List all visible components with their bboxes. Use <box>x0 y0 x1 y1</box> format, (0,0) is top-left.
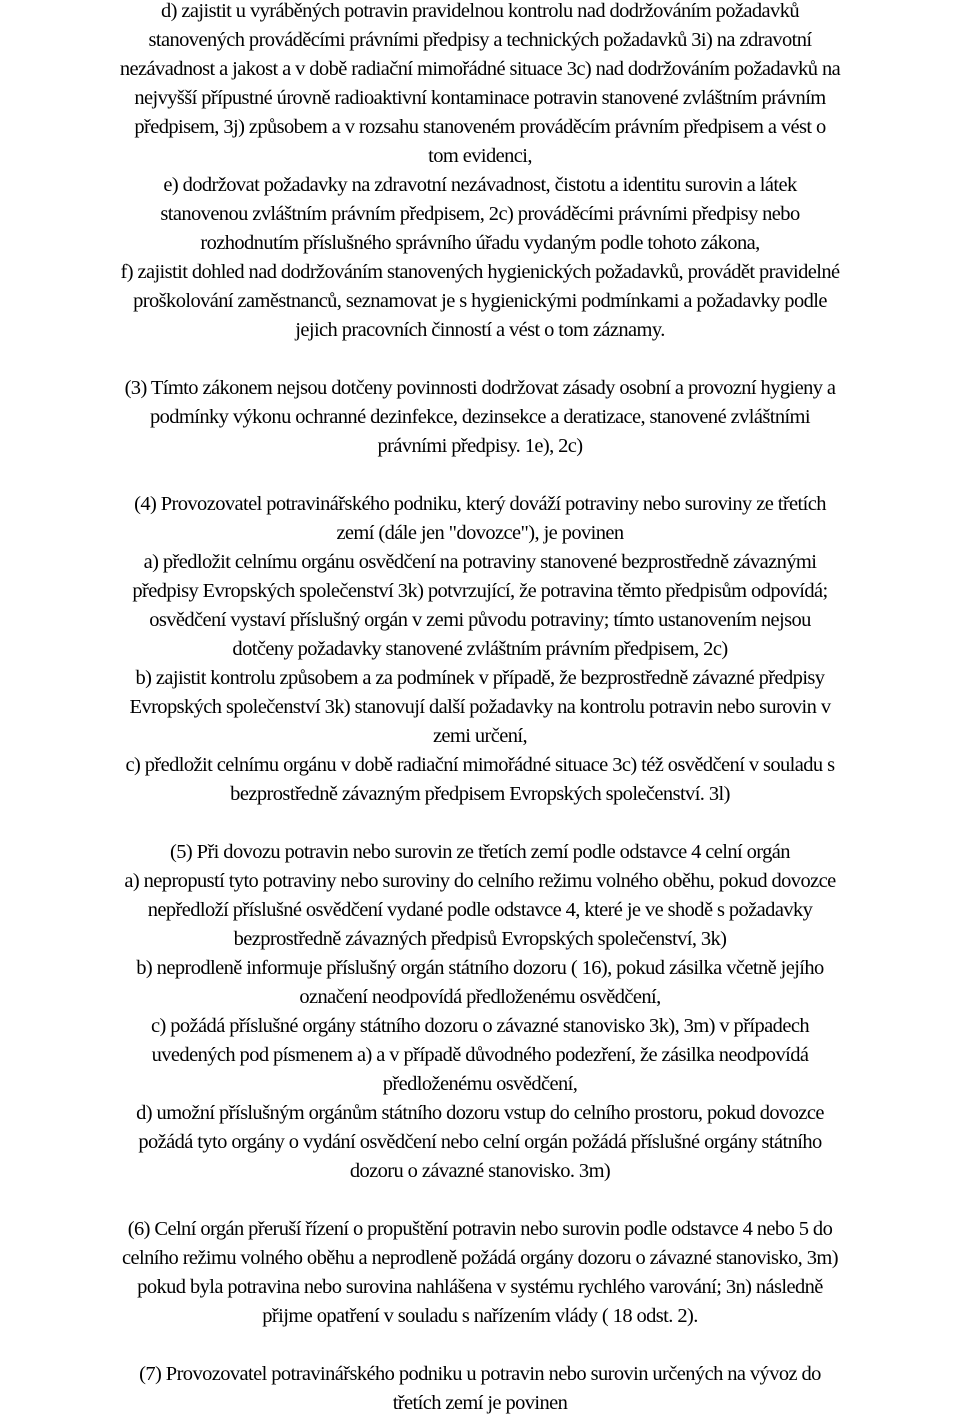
text-line: c) požádá příslušné orgány státního dozoru o závazné stanovisko 3k), 3m) v případech <box>151 1015 809 1037</box>
paragraph-para-4-b <box>0 664 960 751</box>
text-line: právními předpisy. 1e), 2c) <box>377 435 583 457</box>
text-line: třetích zemí je povinen <box>392 1392 568 1414</box>
paragraph-gap <box>0 1331 960 1360</box>
text-line: tom evidenci, <box>428 145 532 167</box>
paragraph-para-5-b <box>0 954 960 1012</box>
text-line: zemí (dále jen "dovozce"), je povinen <box>336 522 624 544</box>
paragraph-gap <box>0 345 960 374</box>
text-line: celního režimu volného oběhu a neprodleně požádá orgány dozoru o závazné stanovisko, 3m) <box>122 1247 838 1269</box>
text-line: nepředloží příslušné osvědčení vydané podle odstavce 4, které je ve shodě s požadavky <box>147 899 813 921</box>
text-line: (6) Celní orgán přeruší řízení o propuštění potravin nebo surovin podle odstavce 4 nebo 5 do <box>127 1218 833 1240</box>
paragraph-para-5-c <box>0 1012 960 1099</box>
text-line: f) zajistit dohled nad dodržováním stanovených hygienických požadavků, provádět pravidelné <box>120 261 840 283</box>
text-line: b) neprodleně informuje příslušný orgán státního dozoru ( 16), pokud zásilka včetně jejího <box>136 957 824 979</box>
text-line: osvědčení vystaví příslušný orgán v zemi původu potraviny; tímto ustanovením nejsou <box>149 609 811 631</box>
text-line: pokud byla potravina nebo surovina nahlášena v systému rychlého varování; 3n) následně <box>137 1276 823 1298</box>
text-line: bezprostředně závazným předpisem Evropských společenství. 3l) <box>230 783 730 805</box>
text-line: a) předložit celnímu orgánu osvědčení na potraviny stanovené bezprostředně závaznými <box>143 551 817 573</box>
paragraph-item-d <box>0 0 960 171</box>
text-line: předpisy Evropských společenství 3k) potvrzující, že potravina těmto předpisům odpovídá; <box>132 580 828 602</box>
text-line: d) umožní příslušným orgánům státního dozoru vstup do celního prostoru, pokud dovozce <box>136 1102 824 1124</box>
text-line: c) předložit celnímu orgánu v době radiační mimořádné situace 3c) též osvědčení v souladu s <box>125 754 835 776</box>
paragraph-para-3 <box>0 374 960 461</box>
paragraph-para-4 <box>0 490 960 548</box>
text-line: (7) Provozovatel potravinářského podniku u potravin nebo surovin určených na vývoz do <box>139 1363 821 1385</box>
paragraph-para-4-c <box>0 751 960 809</box>
text-line: (5) Při dovozu potravin nebo surovin ze třetích zemí podle odstavce 4 celní orgán <box>170 841 790 863</box>
text-line: b) zajistit kontrolu způsobem a za podmínek v případě, že bezprostředně závazné předpisy <box>135 667 825 689</box>
text-line: e) dodržovat požadavky na zdravotní nezávadnost, čistotu a identitu surovin a látek <box>163 174 797 196</box>
paragraph-para-5 <box>0 838 960 867</box>
text-line: nezávadnost a jakost a v době radiační mimořádné situace 3c) nad dodržováním požadavků na <box>119 58 841 80</box>
text-line: dotčeny požadavky stanovené zvláštním právním předpisem, 2c) <box>232 638 728 660</box>
paragraph-para-7 <box>0 1360 960 1418</box>
text-line: předloženému osvědčení, <box>382 1073 578 1095</box>
paragraph-gap <box>0 809 960 838</box>
text-line: rozhodnutím příslušného správního úřadu vydaným podle tohoto zákona, <box>200 232 760 254</box>
text-line: Evropských společenství 3k) stanovují další požadavky na kontrolu potravin nebo surovin v <box>129 696 831 718</box>
text-line: stanovených prováděcími právními předpisy a technických požadavků 3i) na zdravotní <box>148 29 812 51</box>
text-line: a) nepropustí tyto potraviny nebo suroviny do celního režimu volného oběhu, pokud dovozce <box>124 870 836 892</box>
text-line: d) zajistit u vyráběných potravin pravidelnou kontrolu nad dodržováním požadavků <box>161 0 799 22</box>
text-line: bezprostředně závazných předpisů Evropských společenství, 3k) <box>233 928 727 950</box>
paragraph-gap <box>0 1186 960 1215</box>
paragraph-item-f <box>0 258 960 345</box>
text-line: proškolování zaměstnanců, seznamovat je s hygienickými podmínkami a požadavky podle <box>133 290 827 312</box>
text-line: stanovenou zvláštním právním předpisem, 2c) prováděcími právními předpisy nebo <box>160 203 800 225</box>
text-line: jejich pracovních činností a vést o tom záznamy. <box>295 319 665 341</box>
paragraph-para-4-a <box>0 548 960 664</box>
text-line: předpisem, 3j) způsobem a v rozsahu stanoveném prováděcím právním předpisem a vést o <box>134 116 826 138</box>
text-line: (4) Provozovatel potravinářského podniku, který dováží potraviny nebo suroviny ze třetích <box>134 493 826 515</box>
text-line: označení neodpovídá předloženému osvědčení, <box>299 986 661 1008</box>
paragraph-para-5-d <box>0 1099 960 1186</box>
text-line: uvedených pod písmenem a) a v případě důvodného podezření, že zásilka neodpovídá <box>151 1044 809 1066</box>
text-line: nejvyšší přípustné úrovně radioaktivní kontaminace potravin stanovené zvláštním právním <box>134 87 826 109</box>
text-line: přijme opatření v souladu s nařízením vlády ( 18 odst. 2). <box>262 1305 698 1327</box>
text-line: požádá tyto orgány o vydání osvědčení nebo celní orgán požádá příslušné orgány státního <box>138 1131 822 1153</box>
paragraph-para-6 <box>0 1215 960 1331</box>
paragraph-item-e <box>0 171 960 258</box>
text-line: zemi určení, <box>432 725 528 747</box>
text-line: dozoru o závazné stanovisko. 3m) <box>349 1160 611 1182</box>
paragraph-gap <box>0 461 960 490</box>
text-line: podmínky výkonu ochranné dezinfekce, dezinsekce a deratizace, stanovené zvláštními <box>149 406 811 428</box>
text-line: (3) Tímto zákonem nejsou dotčeny povinnosti dodržovat zásady osobní a provozní hygieny a <box>124 377 836 399</box>
paragraph-para-5-a <box>0 867 960 954</box>
